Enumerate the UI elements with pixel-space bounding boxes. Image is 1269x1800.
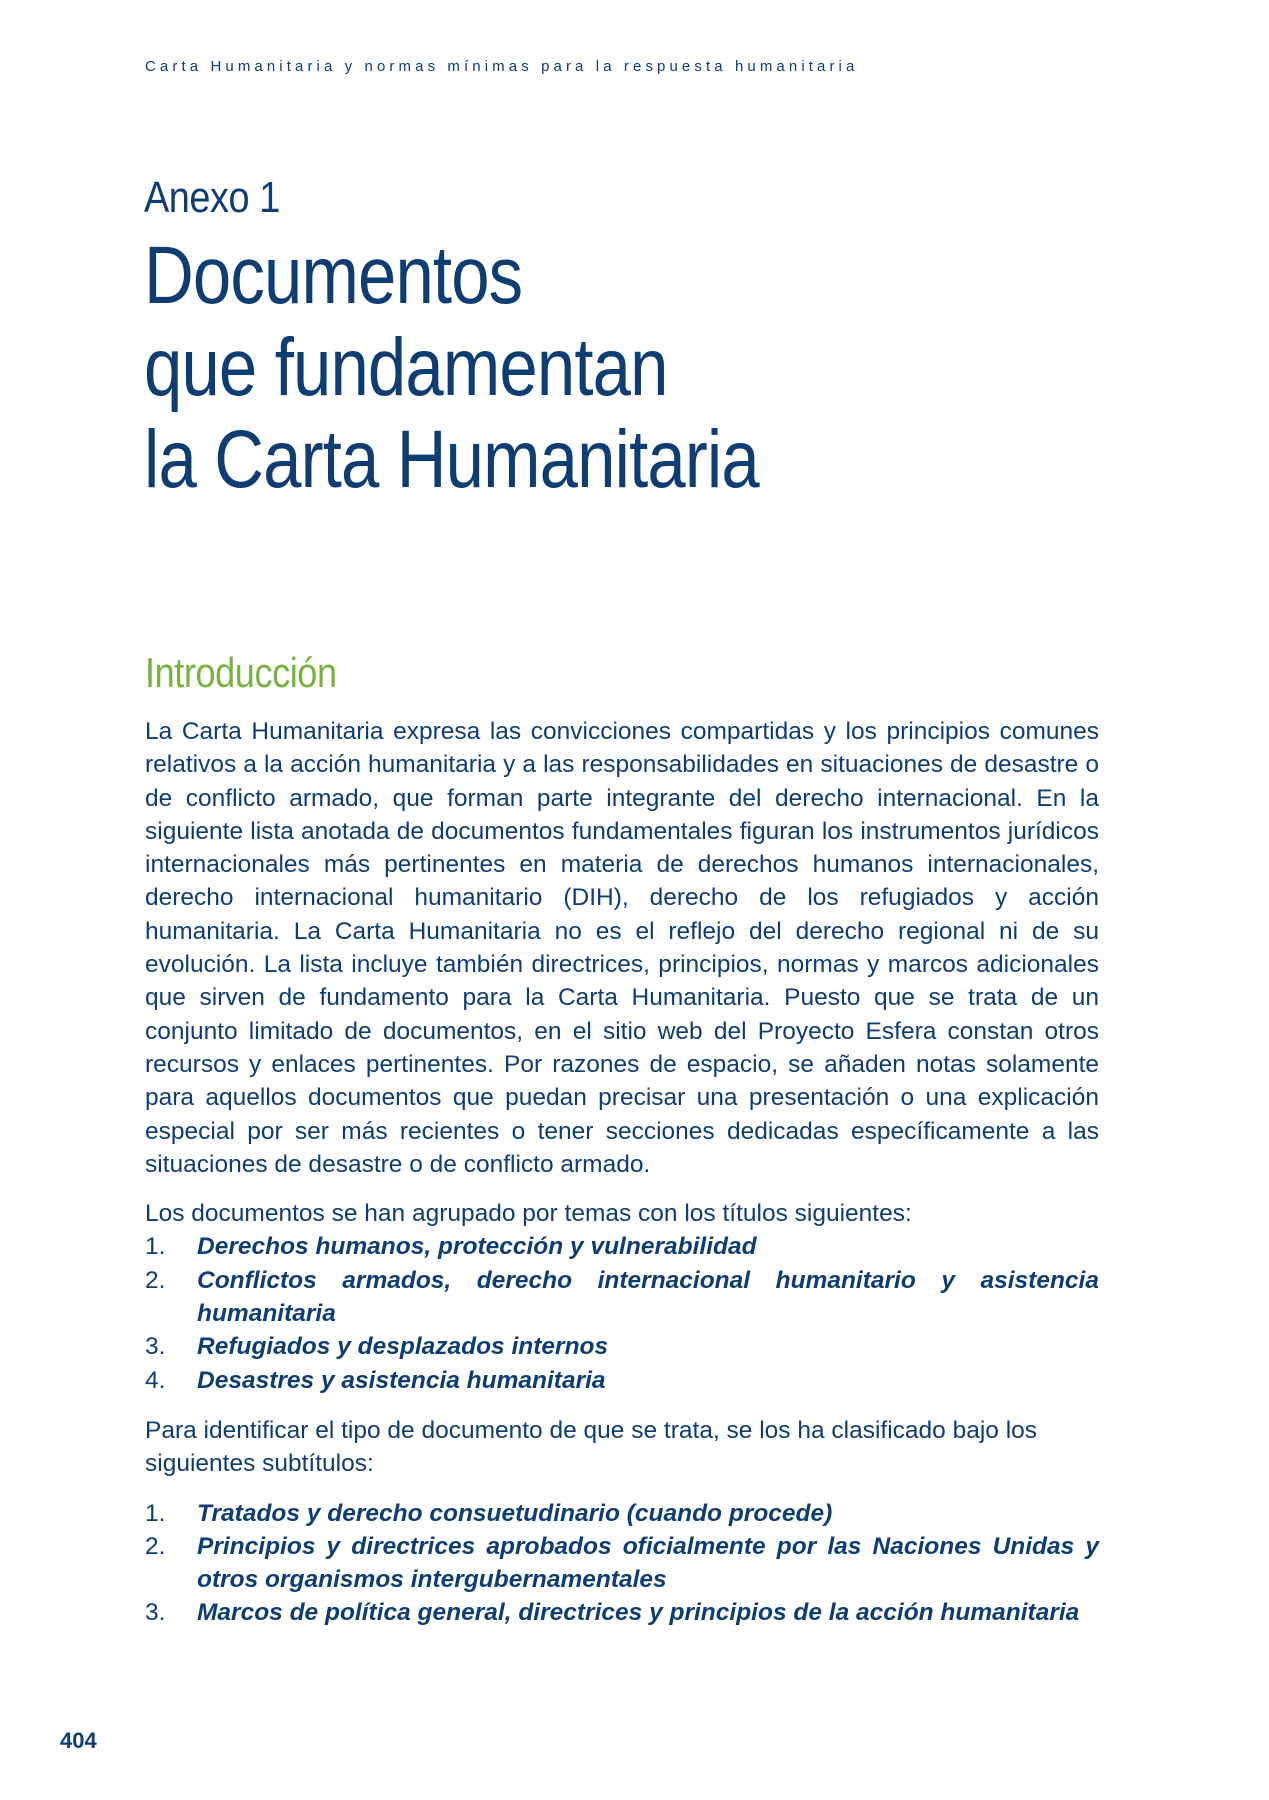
- annex-label: Anexo 1: [144, 173, 280, 222]
- intro-paragraph: La Carta Humanitaria expresa las convicciones compartidas y los principios comunes relativos a la acción humanitaria y a las responsabilidades en situaciones de desastre o de conflicto armado, que forman parte integrante del derecho internacional. En la siguiente lista anotada de documentos fundamentales figuran los instrumentos jurídicos internacionales más pertinentes en materia de derechos humanos internacionales, derecho internacional humanitario (DIH), derecho de los refugiados y acción humanitaria. La Carta Humanitaria no es el reflejo del derecho regional ni de su evolución. La lista incluye también directrices, principios, normas y marcos adicionales que sirven de fundamento para la Carta Humanitaria. Puesto que se trata de un conjunto limitado de documentos, en el sitio web del Proyecto Esfera constan otros recursos y enlaces pertinentes. Por razones de espacio, se añaden notas solamente para aquellos documentos que puedan precisar una presentación o una explicación especial por ser más recientes o tener secciones dedicadas específicamente a las situaciones de desastre o de conflicto armado.: [145, 718, 1099, 1178]
- theme-number: 3.: [145, 1333, 166, 1361]
- body-text: [145, 715, 1099, 1630]
- running-header: Carta Humanitaria y normas mínimas para la respuesta humanitaria: [145, 58, 859, 75]
- theme-text: Refugiados y desplazados internos: [197, 1333, 609, 1361]
- chapter-title: [144, 230, 759, 506]
- subtitle-text: Principios y directrices aprobados oficialmente por las Naciones Unidas y otros organismos intergubernamentales: [197, 1532, 1099, 1594]
- chapter-title-line-2: que fundamentan: [144, 322, 668, 413]
- subtitle-item: [145, 1530, 1099, 1597]
- theme-item: [145, 1364, 1099, 1397]
- theme-item: [145, 1264, 1099, 1331]
- page-number: 404: [60, 1728, 97, 1753]
- theme-item: [145, 1330, 1099, 1363]
- grouping-intro: Los documentos se han agrupado por temas con los títulos siguientes:: [145, 1200, 912, 1228]
- theme-text: Desastres y asistencia humanitaria: [197, 1366, 606, 1394]
- subtitle-number: 1.: [145, 1499, 166, 1527]
- theme-text: Conflictos armados, derecho internacional humanitario y asistencia humanitaria: [197, 1266, 1099, 1328]
- subtitles-list: [145, 1497, 1099, 1630]
- chapter-title-line-1: Documentos: [144, 230, 523, 321]
- theme-number: 2.: [145, 1266, 166, 1294]
- subtitle-text: Marcos de política general, directrices y principios de la acción humanitaria: [197, 1599, 1080, 1627]
- section-heading-introduccion: Introducción: [145, 649, 337, 696]
- subtitle-text: Tratados y derecho consuetudinario (cuando procede): [197, 1499, 833, 1527]
- subtitle-item: [145, 1497, 1099, 1530]
- chapter-title-line-3: la Carta Humanitaria: [144, 414, 759, 505]
- subtitle-item: [145, 1596, 1099, 1629]
- classification-intro: Para identificar el tipo de documento de que se trata, se los ha clasificado bajo los siguientes subtítulos:: [145, 1416, 1038, 1478]
- themes-list: [145, 1230, 1099, 1396]
- theme-number: 1.: [145, 1233, 166, 1261]
- theme-text: Derechos humanos, protección y vulnerabilidad: [197, 1233, 757, 1261]
- subtitle-number: 3.: [145, 1599, 166, 1627]
- subtitle-number: 2.: [145, 1532, 166, 1560]
- theme-item: [145, 1230, 1099, 1263]
- theme-number: 4.: [145, 1366, 166, 1394]
